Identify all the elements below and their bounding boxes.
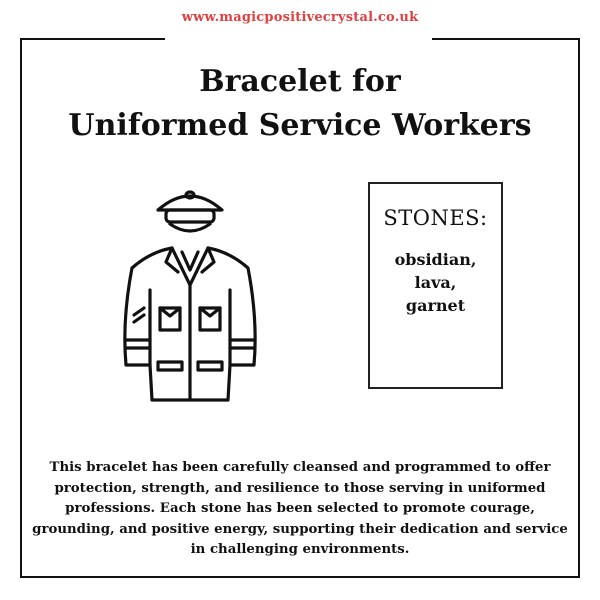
description-text: This bracelet has been carefully cleansed and programmed to offer protection, strength, and resilience to those serving in uniformed professions. Each stone has been selected to promote courage, grounding, and positive energy, supporting their dedication and service in challenging environments.	[32, 460, 568, 557]
uniform-jacket-with-cap-icon	[110, 180, 270, 410]
frame-top-right	[432, 38, 580, 40]
stones-list	[370, 248, 501, 317]
website-url: www.magicpositivecrystal.co.uk	[181, 10, 419, 25]
stone-item: lava,	[414, 273, 457, 292]
frame-top-left	[20, 38, 165, 40]
stone-item: obsidian,	[394, 250, 477, 269]
stones-box	[368, 182, 503, 389]
page-title	[0, 60, 600, 148]
stones-heading: STONES:	[383, 206, 488, 230]
title-line-1: Bracelet for	[199, 64, 401, 99]
stone-item: garnet	[405, 296, 466, 315]
frame-bottom	[20, 576, 580, 578]
title-line-2: Uniformed Service Workers	[68, 108, 532, 143]
